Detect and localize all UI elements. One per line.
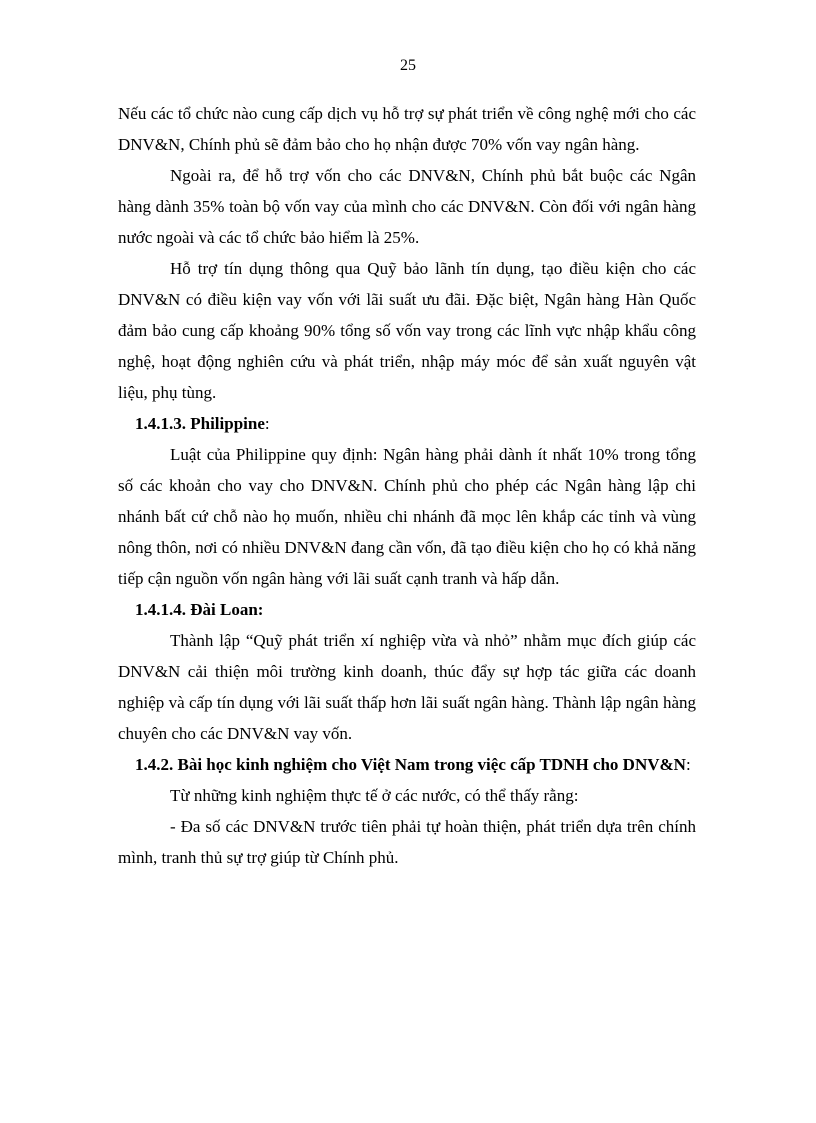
- section-heading-philippine-title: 1.4.1.3. Philippine: [135, 414, 265, 433]
- section-heading-lessons-title: 1.4.2. Bài học kinh nghiệm cho Việt Nam trong việc cấp TDNH cho DNV&N: [135, 755, 686, 774]
- paragraph-1: Nếu các tổ chức nào cung cấp dịch vụ hỗ trợ sự phát triển về công nghệ mới cho các DNV&N, Chính phủ sẽ đảm bảo cho họ nhận được 70% vốn vay ngân hàng.: [118, 104, 696, 154]
- section-heading-lessons-colon: :: [685, 755, 691, 774]
- page-number: 25: [400, 57, 416, 74]
- paragraph-4: Luật của Philippine quy định: Ngân hàng phải dành ít nhất 10% trong tổng số các khoản cho vay cho DNV&N. Chính phủ cho phép các Ngân hàng lập chi nhánh bất cứ chỗ nào họ muốn, nhiều chi nhánh đã mọc lên khắp các tỉnh và vùng nông thôn, nơi có nhiều DNV&N đang cần vốn, đã tạo điều kiện cho họ có khả năng tiếp cận nguồn vốn ngân hàng với lãi suất cạnh tranh và hấp dẫn.: [118, 445, 696, 588]
- section-heading-lessons: [118, 749, 696, 780]
- section-heading-philippine-colon: :: [264, 414, 270, 433]
- paragraph-7: - Đa số các DNV&N trước tiên phải tự hoàn thiện, phát triển dựa trên chính mình, tranh thủ sự trợ giúp từ Chính phủ.: [118, 817, 696, 867]
- section-heading-philippine: [118, 408, 696, 439]
- paragraph-3: Hỗ trợ tín dụng thông qua Quỹ bảo lãnh tín dụng, tạo điều kiện cho các DNV&N có điều kiện vay vốn với lãi suất ưu đãi. Đặc biệt, Ngân hàng Hàn Quốc đảm bảo cung cấp khoảng 90% tổng số vốn vay trong các lĩnh vực nhập khẩu công nghệ, hoạt động nghiên cứu và phát triển, nhập máy móc để sản xuất nguyên vật liệu, phụ tùng.: [118, 259, 696, 402]
- paragraph-6: Từ những kinh nghiệm thực tế ở các nước, có thể thấy rằng:: [170, 786, 579, 805]
- paragraph-2: Ngoài ra, để hỗ trợ vốn cho các DNV&N, Chính phủ bắt buộc các Ngân hàng dành 35% toàn bộ vốn vay của mình cho các DNV&N. Còn đối với ngân hàng nước ngoài và các tổ chức bảo hiểm là 25%.: [118, 166, 696, 247]
- section-heading-taiwan: 1.4.1.4. Đài Loan:: [135, 600, 264, 619]
- document-body: [118, 98, 696, 873]
- paragraph-5: Thành lập “Quỹ phát triển xí nghiệp vừa và nhỏ” nhằm mục đích giúp các DNV&N cải thiện môi trường kinh doanh, thúc đẩy sự hợp tác giữa các doanh nghiệp và cấp tín dụng với lãi suất thấp hơn lãi suất ngân hàng. Thành lập ngân hàng chuyên cho các DNV&N vay vốn.: [118, 631, 696, 743]
